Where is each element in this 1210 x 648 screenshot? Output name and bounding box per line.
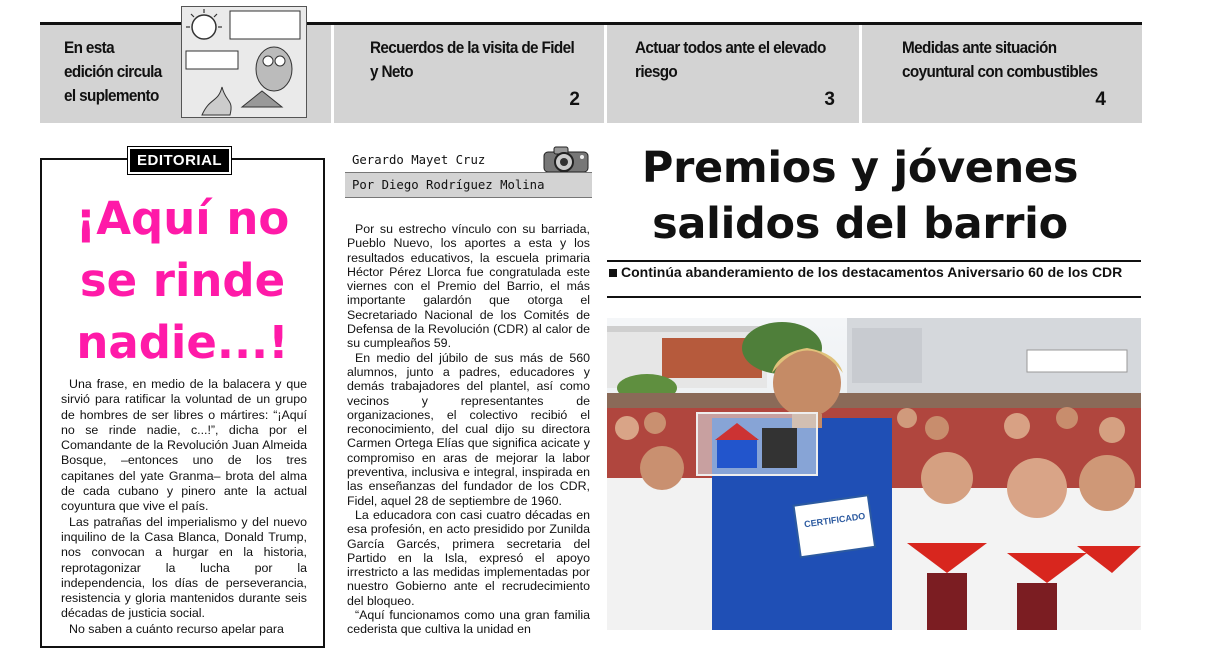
teaser-page-number: 4 bbox=[1095, 89, 1106, 110]
editorial-paragraph: Una frase, en medio de la balacera y que sirvió para ratificar la voluntad de un grupo de hombres de ser libres o mártires: “¡Aquí no se rinde nadie, c...!”, dicha por el Comandante de la Revolución Juan Almeida Bosque, –entonces uno de los tres capitanes del yate Granma– brota del alma de cada cubano y pinero ante la actual coyuntura que vive el país. bbox=[61, 377, 307, 514]
byline-bar bbox=[345, 172, 592, 198]
camera-icon bbox=[540, 144, 592, 174]
teaser-page-4[interactable] bbox=[862, 25, 1142, 123]
supplement-cartoon bbox=[181, 6, 307, 118]
article-subhead bbox=[607, 260, 1141, 298]
teaser-page-2[interactable] bbox=[334, 25, 604, 123]
certificate-label: CERTIFICADO bbox=[803, 510, 866, 530]
teaser-text: Actuar todos ante el elevado riesgo bbox=[635, 38, 826, 81]
editorial-paragraph: No saben a cuánto recurso apelar para bbox=[69, 621, 284, 636]
teaser-text: Medidas ante situación coyuntural con combustibles bbox=[902, 38, 1098, 81]
editorial-tag: EDITORIAL bbox=[128, 147, 231, 174]
editorial-body bbox=[61, 377, 307, 637]
byline: Por Diego Rodríguez Molina bbox=[352, 178, 545, 192]
teaser-text: Recuerdos de la visita de Fidel y Neto bbox=[370, 38, 575, 81]
bullet-icon bbox=[609, 269, 617, 277]
article-paragraph: Por su estrecho vínculo con su barriada, Pueblo Nuevo, los aportes a esta y los resultados educativos, la escuela primaria Héctor Pérez Llorca fue congratulada este viernes con el Premio del Barrio, el más importante galardón que otorga el Secretariado Nacional de los Comités de Defensa de la Revolución (CDR) al calor de su cumpleaños 59. bbox=[347, 222, 590, 351]
teaser-page-number: 3 bbox=[824, 89, 835, 110]
editorial-title: ¡Aquí no se rinde nadie...! bbox=[75, 192, 290, 369]
subhead-text: Continúa abanderamiento de los destacamentos Aniversario 60 de los CDR bbox=[621, 264, 1123, 280]
article-paragraph: En medio del júbilo de sus más de 560 alumnos, junto a padres, educadores y demás trabajadores del plantel, así como vecinos y representantes de organizaciones, el colectivo recibió el reconocimiento, del cual dijo su directora Carmen Ortega Elías que significa acicate y compromiso en aras de mejorar la labor preventiva, inclusiva e integral, inspirada en las enseñanzas del fundador de los CDR, Fidel, aquel 28 de septiembre de 1960. bbox=[347, 350, 590, 508]
photo-credit: Gerardo Mayet Cruz bbox=[352, 153, 486, 167]
article-photo bbox=[607, 318, 1141, 630]
teaser-text: En esta edición circula el suplemento bbox=[64, 38, 162, 105]
editorial-paragraph: Las patrañas del imperialismo y del nuevo inquilino de la Casa Blanca, Donald Trump, nos convocan a hurgar en la historia, reprotagonizar la lucha por la independencia, los días de perseverancia, resistencia y gloria mantenidos durante seis décadas de justicia social. bbox=[61, 514, 307, 621]
article-paragraph: “Aquí funcionamos como una gran familia cederista que cultiva la unidad en bbox=[347, 608, 590, 637]
teaser-page-number: 2 bbox=[569, 89, 580, 110]
teaser-page-3[interactable] bbox=[607, 25, 859, 123]
article-headline: Premios y jóvenes salidos del barrio bbox=[641, 143, 1079, 249]
article-body bbox=[347, 222, 590, 637]
article-paragraph: La educadora con casi cuatro décadas en esa profesión, en acto presidido por Zunilda García Garcés, primera secretaria del Partido en la Isla, expresó el apoyo irrestricto a las medidas implementadas por nuestro Gobierno ante el recrudecimiento del bloqueo. bbox=[347, 507, 590, 608]
